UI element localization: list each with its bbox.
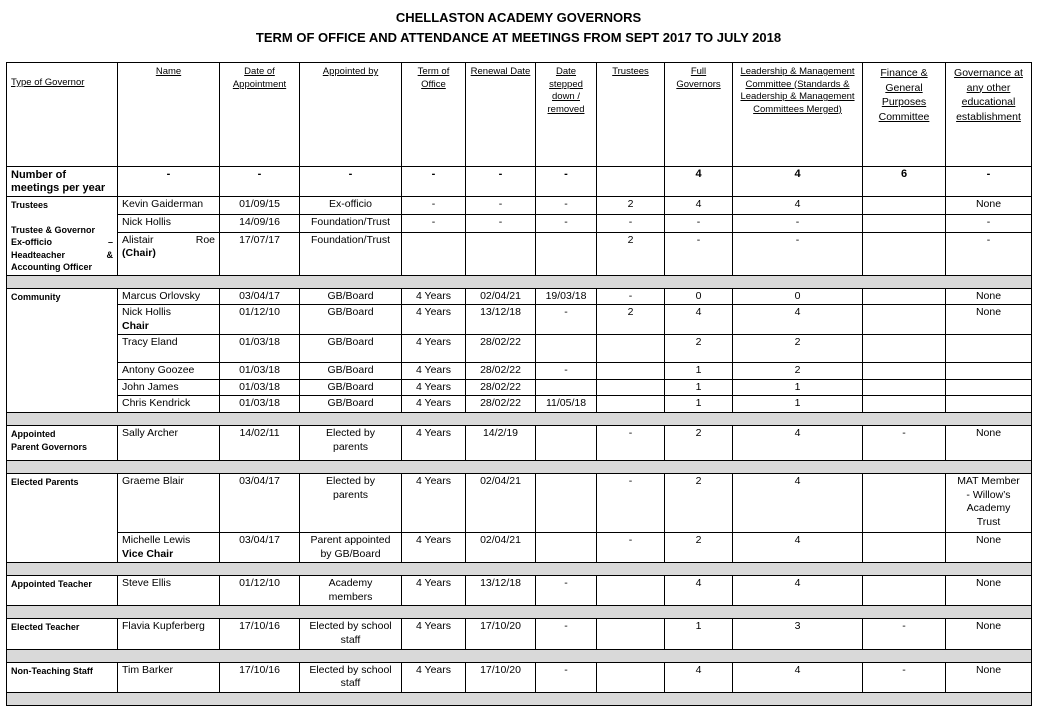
separator bbox=[7, 563, 1032, 576]
name-part: Alistair bbox=[122, 233, 154, 246]
cell: 4 Years bbox=[402, 533, 466, 563]
cell bbox=[300, 619, 402, 649]
cell: 4 Years bbox=[402, 662, 466, 692]
cell: - bbox=[946, 167, 1032, 197]
cell: - bbox=[466, 197, 536, 215]
type-trustees bbox=[7, 197, 118, 276]
cell: 0 bbox=[733, 288, 863, 305]
cell bbox=[863, 335, 946, 363]
cell bbox=[597, 167, 665, 197]
cell: - bbox=[536, 305, 597, 335]
governor-name: Chris Kendrick bbox=[118, 396, 220, 413]
type-label: Headteacher bbox=[11, 249, 66, 260]
table-row bbox=[7, 396, 1032, 413]
cell: GB/Board bbox=[300, 396, 402, 413]
cell: 4 bbox=[733, 533, 863, 563]
cell bbox=[863, 379, 946, 396]
document-subtitle: TERM OF OFFICE AND ATTENDANCE AT MEETINGS FROM SEPT 2017 TO JULY 2018 bbox=[255, 30, 782, 45]
separator bbox=[7, 606, 1032, 619]
cell bbox=[300, 533, 402, 563]
cell: Ex-officio bbox=[300, 197, 402, 215]
governor-name bbox=[118, 533, 220, 563]
cell: 17/10/16 bbox=[220, 662, 300, 692]
type-label: Ex-officio bbox=[11, 237, 53, 247]
cell bbox=[863, 232, 946, 275]
table-row bbox=[7, 363, 1032, 380]
cell: 4 bbox=[733, 197, 863, 215]
cell: None bbox=[946, 619, 1032, 649]
cell: - bbox=[597, 214, 665, 232]
governor-name: Tracy Eland bbox=[118, 335, 220, 363]
cell: 28/02/22 bbox=[466, 363, 536, 380]
cell: 14/02/11 bbox=[220, 426, 300, 461]
header-row bbox=[7, 63, 1032, 167]
cell: 1 bbox=[665, 396, 733, 413]
header-governance: Governance at any other educational establishment bbox=[946, 63, 1032, 167]
name-part: Roe bbox=[195, 233, 215, 246]
cell: 4 bbox=[733, 576, 863, 606]
cell: 02/04/21 bbox=[466, 288, 536, 305]
cell: - bbox=[946, 232, 1032, 275]
type-label-row bbox=[11, 249, 113, 262]
cell bbox=[536, 474, 597, 533]
cell-line: parents bbox=[332, 488, 369, 501]
cell-line: Elected by bbox=[325, 475, 376, 488]
cell: 01/09/15 bbox=[220, 197, 300, 215]
cell: GB/Board bbox=[300, 288, 402, 305]
cell: - bbox=[536, 662, 597, 692]
header-type: Type of Governor bbox=[7, 63, 118, 167]
table-row bbox=[7, 474, 1032, 533]
name-row bbox=[122, 234, 215, 248]
cell bbox=[946, 379, 1032, 396]
cell: 1 bbox=[665, 363, 733, 380]
governors-table bbox=[6, 62, 1032, 706]
cell: 1 bbox=[665, 379, 733, 396]
separator-row bbox=[7, 649, 1032, 662]
cell: - bbox=[536, 619, 597, 649]
cell: 17/10/16 bbox=[220, 619, 300, 649]
cell bbox=[597, 379, 665, 396]
cell bbox=[466, 232, 536, 275]
header-term: Term of Office bbox=[402, 63, 466, 167]
cell: 2 bbox=[665, 533, 733, 563]
table-row bbox=[7, 305, 1032, 335]
cell: - bbox=[733, 232, 863, 275]
cell bbox=[300, 662, 402, 692]
cell: - bbox=[466, 214, 536, 232]
cell: 4 bbox=[733, 305, 863, 335]
cell bbox=[597, 363, 665, 380]
header-full-governors: Full Governors bbox=[665, 63, 733, 167]
cell: - bbox=[597, 533, 665, 563]
cell bbox=[946, 335, 1032, 363]
separator-row bbox=[7, 461, 1032, 474]
governor-name: John James bbox=[118, 379, 220, 396]
cell: 03/04/17 bbox=[220, 533, 300, 563]
type-label: – bbox=[107, 237, 113, 247]
cell: 14/09/16 bbox=[220, 214, 300, 232]
cell bbox=[946, 363, 1032, 380]
governor-name bbox=[118, 232, 220, 275]
cell: - bbox=[946, 214, 1032, 232]
cell: 4 bbox=[665, 662, 733, 692]
cell: - bbox=[863, 662, 946, 692]
name-part: Michelle Lewis bbox=[122, 534, 191, 547]
cell: 01/03/18 bbox=[220, 363, 300, 380]
header-trustees: Trustees bbox=[597, 63, 665, 167]
cell: 1 bbox=[733, 396, 863, 413]
cell: 4 Years bbox=[402, 379, 466, 396]
type-label: Appointed bbox=[11, 429, 56, 440]
governor-name: Flavia Kupferberg bbox=[118, 619, 220, 649]
table-row bbox=[7, 619, 1032, 649]
cell: 01/12/10 bbox=[220, 305, 300, 335]
cell bbox=[597, 335, 665, 363]
cell: 4 Years bbox=[402, 426, 466, 461]
cell: - bbox=[536, 214, 597, 232]
header-finance: Finance & General Purposes Committee bbox=[863, 63, 946, 167]
cell: - bbox=[220, 167, 300, 197]
table-row bbox=[7, 426, 1032, 461]
table-row bbox=[7, 197, 1032, 215]
governor-name: Nick Hollis bbox=[118, 214, 220, 232]
cell: 4 bbox=[665, 197, 733, 215]
governor-name: Tim Barker bbox=[118, 662, 220, 692]
governor-name: Sally Archer bbox=[118, 426, 220, 461]
separator-row bbox=[7, 275, 1032, 288]
cell bbox=[863, 474, 946, 533]
meetings-row bbox=[7, 167, 1032, 197]
cell: 1 bbox=[733, 379, 863, 396]
cell-line: Elected by bbox=[325, 427, 376, 440]
cell: 2 bbox=[733, 363, 863, 380]
cell bbox=[597, 576, 665, 606]
cell: - bbox=[597, 474, 665, 533]
cell: GB/Board bbox=[300, 363, 402, 380]
cell bbox=[863, 533, 946, 563]
cell-line: Academy bbox=[328, 577, 373, 590]
cell: 14/2/19 bbox=[466, 426, 536, 461]
separator-row bbox=[7, 563, 1032, 576]
cell bbox=[597, 662, 665, 692]
type-label: & bbox=[106, 249, 113, 260]
governor-name: Steve Ellis bbox=[118, 576, 220, 606]
cell bbox=[863, 197, 946, 215]
cell: - bbox=[597, 426, 665, 461]
cell bbox=[863, 288, 946, 305]
type-label-row bbox=[11, 236, 113, 249]
cell: 01/03/18 bbox=[220, 379, 300, 396]
cell: None bbox=[946, 533, 1032, 563]
cell: 17/10/20 bbox=[466, 662, 536, 692]
cell: 3 bbox=[733, 619, 863, 649]
cell: 28/02/22 bbox=[466, 379, 536, 396]
cell: 4 Years bbox=[402, 363, 466, 380]
cell: None bbox=[946, 305, 1032, 335]
cell bbox=[536, 335, 597, 363]
cell-line: staff bbox=[340, 634, 361, 647]
cell bbox=[946, 396, 1032, 413]
cell bbox=[536, 426, 597, 461]
cell bbox=[863, 396, 946, 413]
cell bbox=[597, 619, 665, 649]
cell bbox=[863, 214, 946, 232]
cell: - bbox=[536, 167, 597, 197]
header-leadership: Leadership & Management Committee (Standards & Leadership & Management Committees Merged) bbox=[733, 63, 863, 167]
cell: - bbox=[863, 426, 946, 461]
cell: - bbox=[597, 288, 665, 305]
cell: 4 bbox=[733, 167, 863, 197]
cell: Foundation/Trust bbox=[300, 214, 402, 232]
cell: - bbox=[665, 232, 733, 275]
table-row bbox=[7, 662, 1032, 692]
governor-name bbox=[118, 305, 220, 335]
cell: 4 bbox=[733, 474, 863, 533]
cell bbox=[536, 379, 597, 396]
cell-line: Parent appointed bbox=[310, 534, 391, 547]
governor-role: Chair bbox=[122, 319, 149, 332]
type-label: Parent Governors bbox=[11, 441, 88, 452]
type-label: Accounting Officer bbox=[11, 262, 93, 272]
type-label: Trustee & Governor bbox=[11, 224, 96, 235]
header-stepped-down: Date stepped down / removed bbox=[536, 63, 597, 167]
cell: - bbox=[118, 167, 220, 197]
type-appointed-parent bbox=[7, 426, 118, 461]
cell: 02/04/21 bbox=[466, 533, 536, 563]
cell-line: MAT Member bbox=[957, 475, 1020, 488]
separator bbox=[7, 692, 1032, 705]
cell: 4 bbox=[733, 662, 863, 692]
type-appointed-teacher: Appointed Teacher bbox=[7, 576, 118, 606]
cell: - bbox=[466, 167, 536, 197]
cell: 28/02/22 bbox=[466, 335, 536, 363]
cell: 2 bbox=[597, 232, 665, 275]
cell bbox=[863, 363, 946, 380]
cell-line: Academy bbox=[966, 502, 1011, 515]
table-row bbox=[7, 379, 1032, 396]
cell bbox=[300, 426, 402, 461]
table-row bbox=[7, 576, 1032, 606]
cell: 6 bbox=[863, 167, 946, 197]
cell: 2 bbox=[597, 197, 665, 215]
cell: None bbox=[946, 426, 1032, 461]
table-row bbox=[7, 533, 1032, 563]
meetings-label: Number of meetings per year bbox=[7, 167, 118, 197]
cell: 01/12/10 bbox=[220, 576, 300, 606]
separator-row bbox=[7, 606, 1032, 619]
cell: 4 bbox=[665, 576, 733, 606]
type-label: Trustees bbox=[11, 200, 49, 210]
header-renewal: Renewal Date bbox=[466, 63, 536, 167]
table-row bbox=[7, 214, 1032, 232]
separator bbox=[7, 461, 1032, 474]
cell: - bbox=[300, 167, 402, 197]
cell: 4 bbox=[665, 305, 733, 335]
table-row bbox=[7, 232, 1032, 275]
table-row bbox=[7, 335, 1032, 363]
cell bbox=[300, 576, 402, 606]
cell: - bbox=[402, 167, 466, 197]
cell bbox=[536, 232, 597, 275]
separator bbox=[7, 275, 1032, 288]
cell: 11/05/18 bbox=[536, 396, 597, 413]
cell: 13/12/18 bbox=[466, 576, 536, 606]
cell: - bbox=[863, 619, 946, 649]
cell: 4 Years bbox=[402, 335, 466, 363]
cell bbox=[536, 533, 597, 563]
cell: Foundation/Trust bbox=[300, 232, 402, 275]
cell-line: staff bbox=[340, 677, 361, 690]
separator bbox=[7, 413, 1032, 426]
cell: - bbox=[536, 363, 597, 380]
separator bbox=[7, 649, 1032, 662]
cell: GB/Board bbox=[300, 335, 402, 363]
cell-line: members bbox=[328, 590, 373, 603]
type-elected-parents: Elected Parents bbox=[7, 474, 118, 563]
cell-line: Trust bbox=[976, 515, 1001, 528]
cell: 4 Years bbox=[402, 305, 466, 335]
cell: GB/Board bbox=[300, 379, 402, 396]
type-community: Community bbox=[7, 288, 118, 413]
cell: None bbox=[946, 288, 1032, 305]
cell bbox=[946, 474, 1032, 533]
cell-line: parents bbox=[332, 440, 369, 453]
cell: GB/Board bbox=[300, 305, 402, 335]
cell: 2 bbox=[665, 474, 733, 533]
document-title: CHELLASTON ACADEMY GOVERNORS bbox=[395, 10, 642, 25]
cell bbox=[402, 232, 466, 275]
cell: 4 Years bbox=[402, 619, 466, 649]
cell: 4 bbox=[733, 426, 863, 461]
type-elected-teacher: Elected Teacher bbox=[7, 619, 118, 649]
cell: 1 bbox=[665, 619, 733, 649]
cell: 4 Years bbox=[402, 576, 466, 606]
cell: None bbox=[946, 576, 1032, 606]
governor-name: Graeme Blair bbox=[118, 474, 220, 533]
cell bbox=[863, 576, 946, 606]
governor-name: Marcus Orlovsky bbox=[118, 288, 220, 305]
cell: 03/04/17 bbox=[220, 474, 300, 533]
cell: - bbox=[733, 214, 863, 232]
cell: 02/04/21 bbox=[466, 474, 536, 533]
cell: 4 bbox=[665, 167, 733, 197]
cell: 03/04/17 bbox=[220, 288, 300, 305]
cell: 2 bbox=[665, 426, 733, 461]
cell bbox=[863, 305, 946, 335]
cell: 2 bbox=[733, 335, 863, 363]
type-non-teaching: Non-Teaching Staff bbox=[7, 662, 118, 692]
cell bbox=[300, 474, 402, 533]
header-date-appointment: Date of Appointment bbox=[220, 63, 300, 167]
cell-line: - Willow’s bbox=[966, 488, 1011, 501]
header-name: Name bbox=[118, 63, 220, 167]
cell: 01/03/18 bbox=[220, 396, 300, 413]
cell: 4 Years bbox=[402, 474, 466, 533]
cell: 28/02/22 bbox=[466, 396, 536, 413]
cell: 17/07/17 bbox=[220, 232, 300, 275]
cell: 01/03/18 bbox=[220, 335, 300, 363]
cell: 13/12/18 bbox=[466, 305, 536, 335]
governor-name: Kevin Gaiderman bbox=[118, 197, 220, 215]
cell-line: by GB/Board bbox=[320, 547, 381, 560]
governor-role: (Chair) bbox=[122, 247, 156, 260]
governor-role: Vice Chair bbox=[122, 547, 174, 560]
cell-line: Elected by school bbox=[309, 620, 392, 633]
cell: - bbox=[536, 197, 597, 215]
cell: - bbox=[536, 576, 597, 606]
governor-name: Antony Goozee bbox=[118, 363, 220, 380]
cell: - bbox=[402, 214, 466, 232]
cell: - bbox=[402, 197, 466, 215]
cell bbox=[597, 396, 665, 413]
name-part: Nick Hollis bbox=[122, 306, 172, 319]
header-appointed-by: Appointed by bbox=[300, 63, 402, 167]
cell: 4 Years bbox=[402, 288, 466, 305]
cell-line: Elected by school bbox=[309, 663, 392, 676]
separator-row bbox=[7, 692, 1032, 705]
cell: None bbox=[946, 662, 1032, 692]
cell: 4 Years bbox=[402, 396, 466, 413]
cell: None bbox=[946, 197, 1032, 215]
cell: 2 bbox=[597, 305, 665, 335]
cell: - bbox=[665, 214, 733, 232]
table-row bbox=[7, 288, 1032, 305]
cell: 19/03/18 bbox=[536, 288, 597, 305]
separator-row bbox=[7, 413, 1032, 426]
cell: 2 bbox=[665, 335, 733, 363]
cell: 17/10/20 bbox=[466, 619, 536, 649]
cell: 0 bbox=[665, 288, 733, 305]
